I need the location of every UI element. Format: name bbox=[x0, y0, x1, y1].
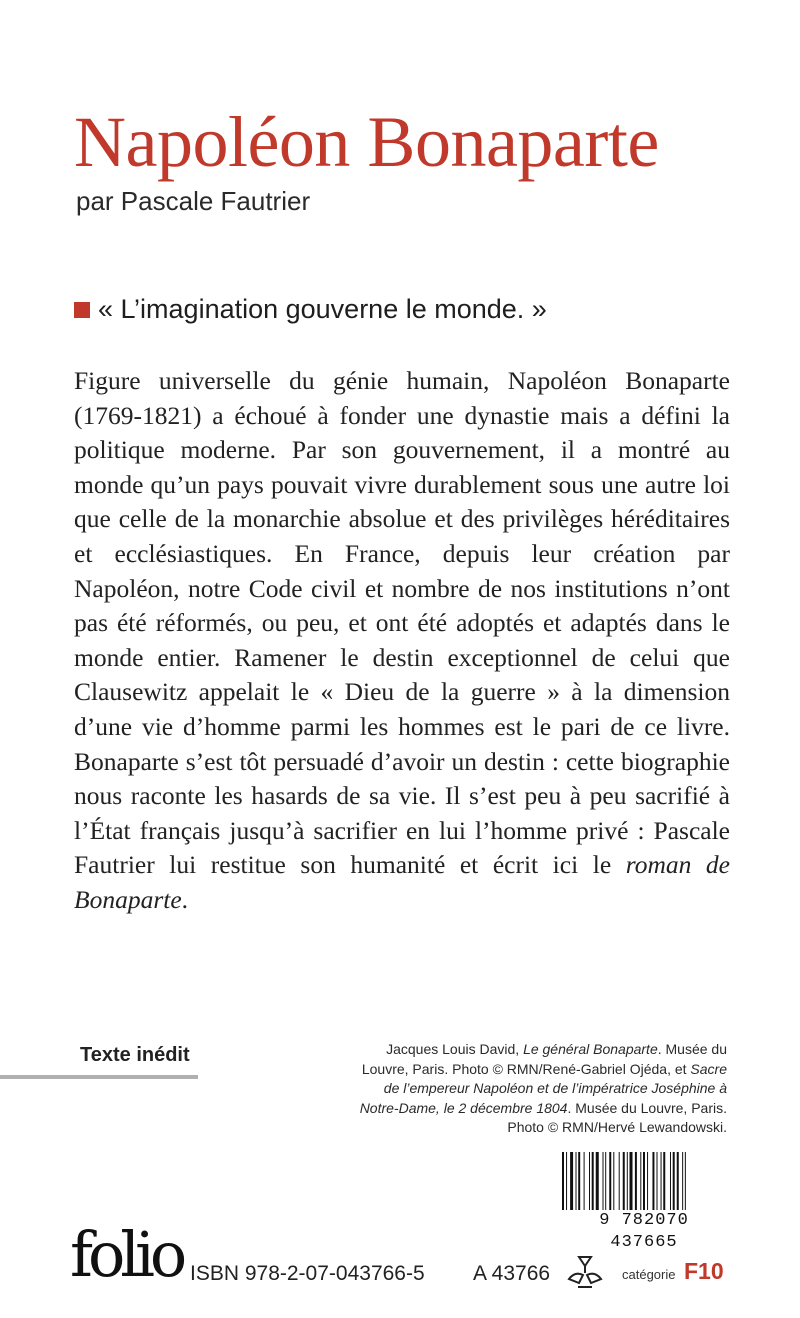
red-square-bullet-icon bbox=[74, 302, 90, 318]
folio-logo: folio bbox=[70, 1218, 183, 1291]
credits-part-3: . Musée du Louvre, Paris. Photo © RMN/Hervé Lewandowski. bbox=[507, 1099, 727, 1135]
author-line: par Pascale Fautrier bbox=[76, 186, 311, 216]
tagline-quote: « L’imagination gouverne le monde. » bbox=[98, 294, 547, 324]
quote-row bbox=[74, 290, 547, 328]
credits-part-2: . Musée du Louvre, Paris. Photo © RMN/René-Gabriel Ojéda, et bbox=[361, 1041, 727, 1077]
texte-inedit-badge: Texte inédit bbox=[80, 1044, 190, 1066]
book-title: Napoléon Bonaparte bbox=[74, 102, 659, 182]
credits-part-1: Jacques Louis David, bbox=[386, 1041, 524, 1057]
barcode-bars bbox=[560, 1152, 728, 1212]
blurb-paragraph bbox=[74, 364, 730, 918]
credits-work-2: Sacre de l’empereur Napoléon et de l’impératrice Joséphine à Notre-Dame, le 2 décembre 1804 bbox=[359, 1060, 727, 1116]
categorie-code: F10 bbox=[684, 1258, 724, 1284]
categorie-label: catégorie bbox=[622, 1267, 676, 1282]
blurb-main-text: Figure universelle du génie humain, Napoléon Bonaparte (1769-1821) a échoué à fonder une dynastie mais a défini la politique moderne. Par son gouvernement, il a montré au monde qu’un pays pouvait vivre durablement sous une autre loi que celle de la monarchie absolue et des privilèges héréditaires et ecclésiastiques. En France, depuis leur création par Napoléon, notre Code civil et nombre de nos institutions n’ont pas été réformés, ou peu, et ont été adoptés et adaptés dans le monde entier. Ramener le destin exceptionnel de celui que Clausewitz appelait le « Dieu de la guerre » à la dimension d’une vie d’homme parmi les hommes est le pari de ce livre. Bonaparte s’est tôt persuadé d’avoir un destin : cette biographie nous raconte les hasards de sa vie. Il s’est peu à peu sacrifié à l’État français jusqu’à sacrifier en lui l’homme privé : Pascale Fautrier lui restitue son humanité et écrit ici le bbox=[74, 366, 730, 880]
blurb-italic-title: roman de Bonaparte bbox=[74, 850, 730, 914]
barcode-number: 9 782070 437665 bbox=[560, 1210, 728, 1254]
blurb bbox=[74, 364, 730, 918]
credits-work-1: Le général Bonaparte bbox=[523, 1041, 658, 1057]
catalog-code: A 43766 bbox=[473, 1262, 551, 1285]
isbn: ISBN 978-2-07-043766-5 bbox=[190, 1262, 425, 1285]
badge-underline-rule bbox=[0, 1075, 198, 1079]
blurb-end-punctuation: . bbox=[181, 884, 189, 914]
gallimard-emblem-icon bbox=[565, 1253, 605, 1293]
image-credits bbox=[357, 1040, 727, 1138]
